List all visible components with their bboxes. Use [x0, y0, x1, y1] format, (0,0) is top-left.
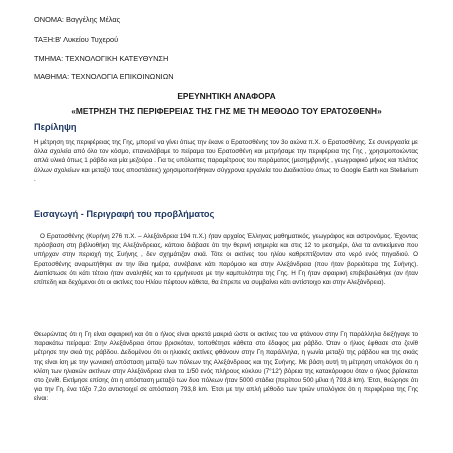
department: ΤΜΗΜΑ: ΤΕΧΝΟΛΟΓΙΚΗ ΚΑΤΕΥΘΥΝΣΗ	[34, 54, 169, 63]
report-type: ΕΡΕΥΝΗΤΙΚΗ ΑΝΑΦΟΡΑ	[177, 91, 276, 101]
summary-paragraph: Η μέτρηση της περιφέρειας της Γης, μπορεί να γίνει όπως την έκανε ο Ερατοσθένης τον 3ο αιώνα π.Χ. ο Ερατοσθένης. Σε συνεργασία με άλλα σχολεία από όλο τον κόσμο, επαναλάβαμε το πείραμα του Ερατοσθένη και μετρήσαμε την περιφέρεια της Γης , χρησιμοποιώντας απλά υλικά όπως 1 ράβδο και μία μεζούρα . Για τις υπόλοιπες παραμέτρους του πειράματος (μεσημβρινής , γεωγραφικό μήκος και πλάτος άλλων σχολείων και μεταξύ τους αποστάσεις) χρησιμοποιήθηκαν σύγχρονα εργαλεία του Διαδικτύου όπως το Google Earth και Stellarium .	[34, 139, 418, 183]
intro-paragraph-1: Ο Ερατοσθένης (Κυρήνη 276 π.Χ. – Αλεξάνδρεια 194 π.Χ.) ήταν αρχαίος Έλληνας μαθηματικός, γεωγράφος και αστρονόμος. Έχοντας πρόσβαση στη βιβλιοθήκη της Αλεξάνδρειας, κάποιο διάβασε ότι την θερινή ισημερία και στις 12 το μεσημέρι, όλα τα αντικείμενα που υπήρχαν στην περιοχή της Συήνης , δεν σχημάτιζαν σκιά. Τότε οι ακτίνες του ηλίου καθρεπτίζονταν στο νερό ενός πηγαδιού. Ο Ερατοσθένης αναρωτήθηκε αν την ίδια ημέρα, συνέβαινε κάτι παρόμοιο και στην Αλεξάνδρεια (που ήταν βορειότερα της Συήνης). Διαπίστωσε ότι κάτι τέτοιο ήταν αναληθές και το ερμήνευσε με την καμπυλότητα της Γης. Η Γη ήταν σφαιρική επιβεβαιώθηκε (αν ήταν επίπεδη και δεχόμενοι ότι οι ακτίνες του Ηλίου πέφτουν κάθετα, θα έπρεπε να συμβαίνει κάτι αντίστοιχο και στην Αλεξάνδρεια).	[34, 233, 418, 287]
student-class: ΤΑΞΗ:Β' Λυκείου Τυχερού	[34, 35, 119, 44]
intro-heading: Εισαγωγή - Περιγραφή του προβλήματος	[34, 209, 215, 219]
summary-heading: Περίληψη	[34, 122, 77, 132]
report-title: «ΜΕΤΡΗΣΗ ΤΗΣ ΠΕΡΙΦΕΡΕΙΑΣ ΤΗΣ ΓΗΣ ΜΕ ΤΗ ΜΕΘΟΔΟ ΤΟΥ ΕΡΑΤΟΣΘΕΝΗ»	[71, 106, 382, 116]
intro-paragraph-2: Θεωρώντας ότι η Γη είναι σφαιρική και ότι ο ήλιος είναι αρκετά μακριά ώστε οι ακτίνες του να φτάνουν στην Γη παράλληλα διεξήγαγε το παρακάτω πείραμα: Στην Αλεξάνδρεια όπου βρισκόταν, τοποθέτησε κάθετα στο έδαφος μια ράβδο. Όταν ο ήλιος έφθασε στο ζενίθ μέτρησε την σκιά της ράβδου. Δεδομένου ότι οι ηλιακές ακτίνες φθάνουν στην Γη παράλληλα, η γωνία μεταξύ της ράβδου και της σκιάς της είναι ίση με την γωνιακή απόσταση μεταξύ των πόλεων της Αλεξάνδρειας και της Συήνης. Με βάση αυτή τη μέτρηση υπολόγισε ότι η κλίση των ηλιακών ακτίνων στην Αλεξάνδρεια είναι το 1/50 ενός πλήρους κύκλου (7°12') βόρεια της κατακόρυφου όταν ο ήλιος βρίσκεται στο ζενίθ. Εκτίμησε επίσης ότι η απόσταση μεταξύ των δυο πόλεων ήταν 5000 στάδια (περίπου 500 μίλια ή 793,8 km). Έτσι, θεώρησε ότι για την Γη, ένα τόξο 7,2ο αντιστοιχεί σε απόσταση 793,8 km. Έτσι με την απλή μέθοδο των τριών υπολόγισε ότι η περιφέρεια της Γης είναι:	[34, 331, 418, 403]
student-name: ΟΝΟΜΑ: Βαγγέλης Μέλας	[34, 15, 121, 24]
subject: ΜΑΘΗΜΑ: ΤΕΧΝΟΛΟΓΙΑ ΕΠΙΚΟΙΝΩΝΙΩΝ	[34, 72, 174, 81]
